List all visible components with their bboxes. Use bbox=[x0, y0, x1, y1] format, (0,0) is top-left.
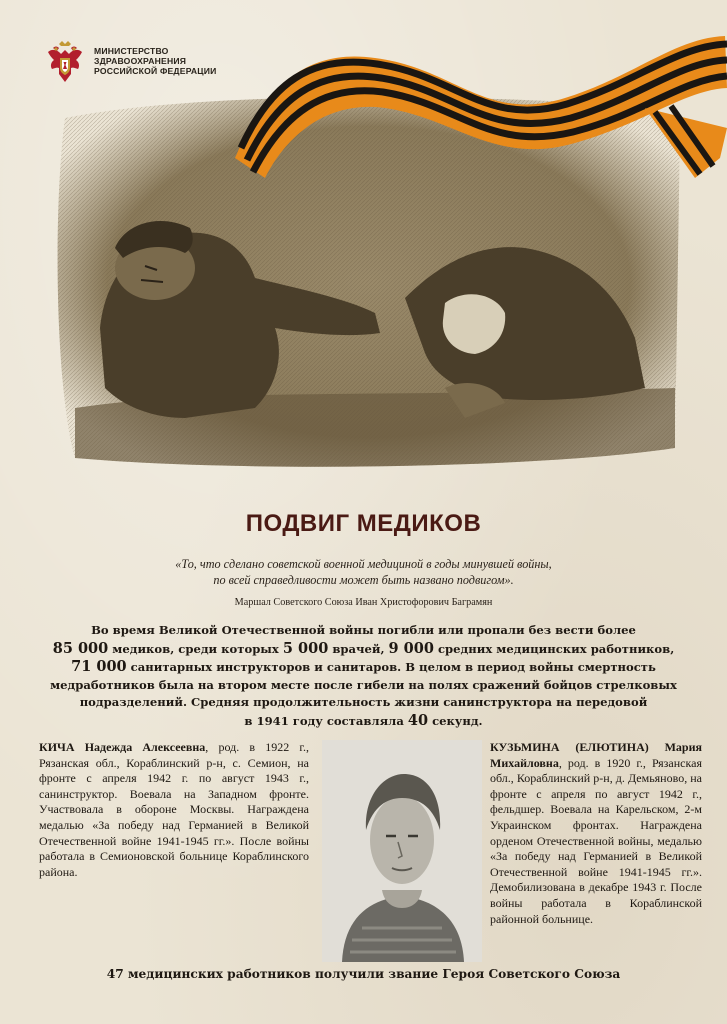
quote-author: Маршал Советского Союза Иван Христофорович Баграмян bbox=[234, 597, 493, 608]
stat-number: 85 000 bbox=[52, 639, 109, 657]
intro-text: секунд. bbox=[428, 713, 483, 728]
intro-line: Во время Великой Отечественной войны погибли или пропали без вести более bbox=[91, 623, 636, 637]
st-george-ribbon bbox=[225, 28, 727, 188]
intro-text: в 1941 году составляла bbox=[244, 713, 408, 728]
intro-line: медработников была на втором месте после гибели на полях сражений бойцов стрелковых bbox=[50, 677, 677, 692]
ministry-line: РОССИЙСКОЙ ФЕДЕРАЦИИ bbox=[94, 66, 217, 76]
intro-paragraph bbox=[0, 622, 727, 730]
bio-kuzmina bbox=[490, 740, 702, 927]
quote-line: «То, что сделано советской военной медициной в годы минувшей войны, bbox=[175, 557, 552, 571]
intro-text: медиков, среди которых bbox=[108, 641, 283, 656]
stat-number: 71 000 bbox=[71, 658, 127, 675]
intro-line bbox=[0, 658, 727, 677]
intro-line bbox=[0, 640, 727, 659]
bio-text: , род. в 1922 г., Рязанская обл., Кораблинский р-н, с. Семион, на фронте с апреля 1942 г. по август 1943 г., санинструктор. Воевала на Западном фронте. Участвовала в обороне Москвы. Награждена медалью «За победу над Германией в Великой Отечественной войне 1941-1945 гг.». После войны работала в Семионовской больнице Кораблинского района. bbox=[39, 740, 309, 879]
portrait-photo bbox=[322, 740, 482, 962]
intro-text: санитарных инструкторов и санитаров. В целом в период войны смертность bbox=[126, 660, 656, 674]
bio-name: КИЧА Надежда Алексеевна bbox=[39, 740, 206, 754]
ministry-name bbox=[94, 46, 217, 76]
intro-text: врачей, bbox=[328, 641, 389, 656]
ministry-logo bbox=[44, 38, 217, 86]
footer-statement: 47 медицинских работников получили звание Героя Советского Союза bbox=[106, 967, 621, 981]
double-headed-eagle-icon bbox=[44, 38, 86, 86]
stat-number: 40 bbox=[407, 711, 429, 729]
intro-line: подразделений. Средняя продолжительность жизни санинструктора на передовой bbox=[79, 695, 648, 709]
bio-name: КУЗЬМИНА (ЕЛЮТИНА) Мария Михайловна bbox=[490, 740, 702, 770]
intro-line bbox=[0, 712, 727, 731]
ministry-line: ЗДРАВООХРАНЕНИЯ bbox=[94, 56, 187, 66]
intro-text: средних медицинских работников, bbox=[433, 641, 675, 656]
page-title: ПОДВИГ МЕДИКОВ bbox=[245, 510, 482, 537]
quote bbox=[0, 556, 727, 588]
ministry-line: МИНИСТЕРСТВО bbox=[94, 46, 169, 56]
bio-text: , род. в 1920 г., Рязанская обл., Кораблинский р-н, д. Демьяново, на фронте с апреля по август 1942 г., фельдшер. Воевала на Карельском, 2-м Украинском фронтах. Награждена орденом Отечественной войны, медалью «За победу над Германией в Великой Отечественной войне 1941-1945 гг.». Демобилизована в декабре 1943 г. После войны работала в Кораблинской районной больнице. bbox=[490, 755, 702, 926]
stat-number: 9 000 bbox=[388, 639, 434, 657]
quote-line: по всей справедливости может быть названо подвигом». bbox=[213, 573, 514, 587]
bio-kicha bbox=[39, 740, 309, 880]
stat-number: 5 000 bbox=[282, 639, 329, 657]
